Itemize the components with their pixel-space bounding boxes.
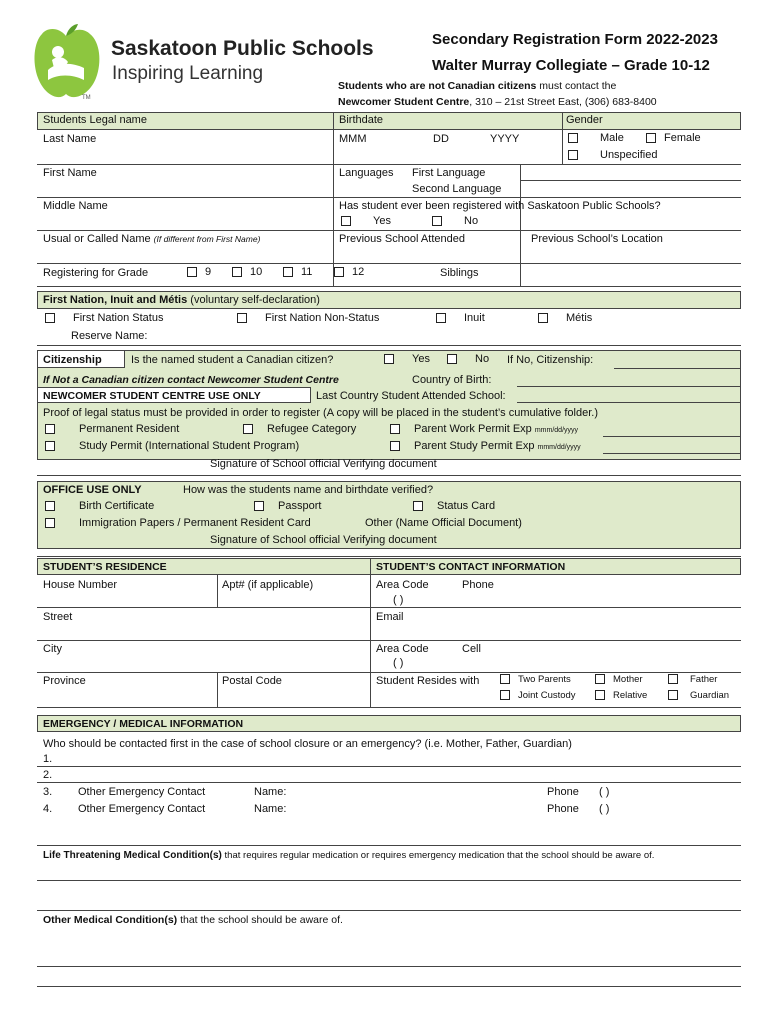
checkbox[interactable] (447, 354, 457, 364)
checkbox[interactable] (384, 354, 394, 364)
phone-4-label: Phone (547, 803, 579, 815)
checkbox[interactable] (45, 501, 55, 511)
checkbox[interactable] (232, 267, 242, 277)
first-name-label: First Name (43, 167, 97, 179)
two-parents-option[interactable]: Two Parents (500, 674, 571, 685)
mmm-label: MMM (339, 133, 367, 145)
middle-name-label: Middle Name (43, 200, 108, 212)
contact-title: STUDENT’S CONTACT INFORMATION (376, 561, 566, 573)
tagline: Inspiring Learning (112, 63, 264, 84)
gender-male[interactable]: Male (568, 132, 624, 144)
passport-option[interactable]: Passport (254, 500, 321, 512)
gender-female[interactable]: Female (646, 132, 701, 144)
joint-custody-option[interactable]: Joint Custody (500, 690, 576, 701)
first-nation-non-status-option[interactable]: First Nation Non-Status (237, 312, 379, 324)
contact-2-number: 2. (43, 769, 53, 781)
checkbox[interactable] (45, 518, 55, 528)
cell-label: Cell (462, 643, 481, 655)
second-language-label: Second Language (412, 183, 502, 195)
apt-label: Apt# (if applicable) (222, 579, 314, 591)
last-country-label: Last Country Student Attended School: (316, 390, 506, 402)
residence-title: STUDENT’S RESIDENCE (43, 561, 167, 573)
gender-label: Gender (566, 114, 603, 126)
first-nation-status-option[interactable]: First Nation Status (45, 312, 163, 324)
inuit-option[interactable]: Inuit (436, 312, 485, 324)
verify-question: How was the students name and birthdate verified? (183, 484, 434, 496)
registered-yes[interactable]: Yes (341, 215, 391, 227)
email-label: Email (376, 611, 404, 623)
checkbox[interactable] (646, 133, 656, 143)
grade-9-option[interactable]: 9 (187, 266, 211, 278)
trademark: TM (82, 95, 91, 101)
other-document-label: Other (Name Official Document) (365, 517, 522, 529)
checkbox[interactable] (243, 424, 253, 434)
newcomer-note-1: Students who are not Canadian citizens must contact the (338, 80, 617, 92)
birthdate-label: Birthdate (339, 114, 384, 126)
birth-certificate-option[interactable]: Birth Certificate (45, 500, 154, 512)
emergency-question: Who should be contacted first in the case of school closure or an emergency? (i.e. Mother, Father, Guardian) (43, 738, 572, 750)
area-code-label: Area Code (376, 579, 429, 591)
gender-unspecified[interactable]: Unspecified (568, 149, 657, 161)
checkbox[interactable] (283, 267, 293, 277)
checkbox[interactable] (45, 441, 55, 451)
contact-1-number: 1. (43, 753, 53, 765)
permanent-resident-option[interactable]: Permanent Resident (45, 423, 179, 435)
country-of-birth-label: Country of Birth: (412, 374, 492, 386)
dd-label: DD (433, 133, 449, 145)
grade-11-option[interactable]: 11 (283, 266, 312, 278)
contact-3-number: 3. (43, 786, 53, 798)
citizen-question: Is the named student a Canadian citizen? (131, 354, 334, 366)
checkbox[interactable] (500, 674, 510, 684)
checkbox[interactable] (341, 216, 351, 226)
indigenous-title: First Nation, Inuit and Métis (voluntary self-declaration) (43, 294, 320, 306)
study-permit-option[interactable]: Study Permit (International Student Program) (45, 440, 299, 452)
other-contact-3-label: Other Emergency Contact (78, 786, 206, 798)
checkbox[interactable] (668, 674, 678, 684)
name-4-label: Name: (254, 803, 287, 815)
grade-12-option[interactable]: 12 (334, 266, 364, 278)
checkbox[interactable] (237, 313, 247, 323)
checkbox[interactable] (568, 133, 578, 143)
phone-3-label: Phone (547, 786, 579, 798)
cell-parens: ( ) (393, 657, 404, 669)
checkbox[interactable] (390, 441, 400, 451)
checkbox[interactable] (45, 313, 55, 323)
refugee-option[interactable]: Refugee Category (243, 423, 356, 435)
reserve-name-label: Reserve Name: (71, 330, 148, 342)
status-card-option[interactable]: Status Card (413, 500, 495, 512)
house-number-label: House Number (43, 579, 117, 591)
area-code-cell-label: Area Code (376, 643, 429, 655)
usual-name-label: Usual or Called Name (If different from First Name) (43, 233, 261, 245)
newcomer-note-2: Newcomer Student Centre, 310 – 21st Street East, (306) 683-8400 (338, 96, 657, 108)
postal-code-label: Postal Code (222, 675, 282, 687)
parent-work-permit-option[interactable]: Parent Work Permit Exp mmm/dd/yyyy (390, 423, 578, 435)
checkbox[interactable] (500, 690, 510, 700)
checkbox[interactable] (595, 690, 605, 700)
office-use-title: OFFICE USE ONLY (43, 484, 142, 496)
registering-grade-label: Registering for Grade (43, 267, 149, 279)
citizen-yes[interactable]: Yes (384, 353, 430, 365)
emergency-title: EMERGENCY / MEDICAL INFORMATION (43, 718, 244, 730)
languages-label: Languages (339, 167, 394, 179)
province-label: Province (43, 675, 86, 687)
guardian-option[interactable]: Guardian (668, 690, 729, 701)
name-3-label: Name: (254, 786, 287, 798)
grade-10-option[interactable]: 10 (232, 266, 262, 278)
checkbox[interactable] (668, 690, 678, 700)
checkbox[interactable] (45, 424, 55, 434)
resides-with-label: Student Resides with (376, 675, 480, 687)
checkbox[interactable] (538, 313, 548, 323)
relative-option[interactable]: Relative (595, 690, 647, 701)
checkbox[interactable] (432, 216, 442, 226)
phone-4-parens: ( ) (599, 803, 610, 815)
office-signature-label: Signature of School official Verifying document (210, 534, 437, 546)
parent-study-permit-option[interactable]: Parent Study Permit Exp mmm/dd/yyyy (390, 440, 581, 452)
apple-logo-icon (28, 22, 106, 102)
yyyy-label: YYYY (490, 133, 520, 145)
checkbox[interactable] (390, 424, 400, 434)
street-label: Street (43, 611, 73, 623)
contact-4-number: 4. (43, 803, 53, 815)
legal-name-label: Students Legal name (43, 114, 147, 126)
checkbox[interactable] (413, 501, 423, 511)
not-citizen-note: If Not a Canadian citizen contact Newcomer Student Centre (43, 374, 339, 386)
first-language-label: First Language (412, 167, 486, 179)
newcomer-use-label: NEWCOMER STUDENT CENTRE USE ONLY (37, 387, 311, 403)
checkbox[interactable] (334, 267, 344, 277)
siblings-label: Siblings (440, 267, 479, 279)
phone-label: Phone (462, 579, 494, 591)
citizen-no[interactable]: No (447, 353, 489, 365)
checkbox[interactable] (595, 674, 605, 684)
logo (28, 22, 106, 102)
registered-no[interactable]: No (432, 215, 478, 227)
city-label: City (43, 643, 62, 655)
checkbox[interactable] (187, 267, 197, 277)
father-option[interactable]: Father (668, 674, 717, 685)
prev-school-label: Previous School Attended (339, 233, 465, 245)
mother-option[interactable]: Mother (595, 674, 643, 685)
phone-parens: ( ) (393, 594, 404, 606)
citizenship-signature-label: Signature of School official Verifying document (210, 458, 437, 470)
other-contact-4-label: Other Emergency Contact (78, 803, 206, 815)
last-name-label: Last Name (43, 133, 97, 145)
if-no-citizenship-label: If No, Citizenship: (507, 354, 594, 366)
school-title: Walter Murray Collegiate – Grade 10-12 (432, 57, 710, 74)
metis-option[interactable]: Métis (538, 312, 592, 324)
prev-school-location-label: Previous School’s Location (531, 233, 663, 245)
life-threatening-label: Life Threatening Medical Condition(s) that requires regular medication or requires emergency medication that the school should be aware of. (43, 850, 655, 861)
proof-note: Proof of legal status must be provided in order to register (A copy will be placed in the student’s cumulative folder.) (43, 407, 598, 419)
other-medical-label: Other Medical Condition(s) that the school should be aware of. (43, 914, 343, 926)
org-name: Saskatoon Public Schools (111, 37, 374, 60)
phone-3-parens: ( ) (599, 786, 610, 798)
citizenship-label: Citizenship (37, 350, 125, 368)
checkbox[interactable] (436, 313, 446, 323)
form-title: Secondary Registration Form 2022-2023 (432, 31, 718, 48)
registered-question: Has student ever been registered with Saskatoon Public Schools? (339, 200, 661, 212)
checkbox[interactable] (568, 150, 578, 160)
checkbox[interactable] (254, 501, 264, 511)
immigration-papers-option[interactable]: Immigration Papers / Permanent Resident Card (45, 517, 311, 529)
